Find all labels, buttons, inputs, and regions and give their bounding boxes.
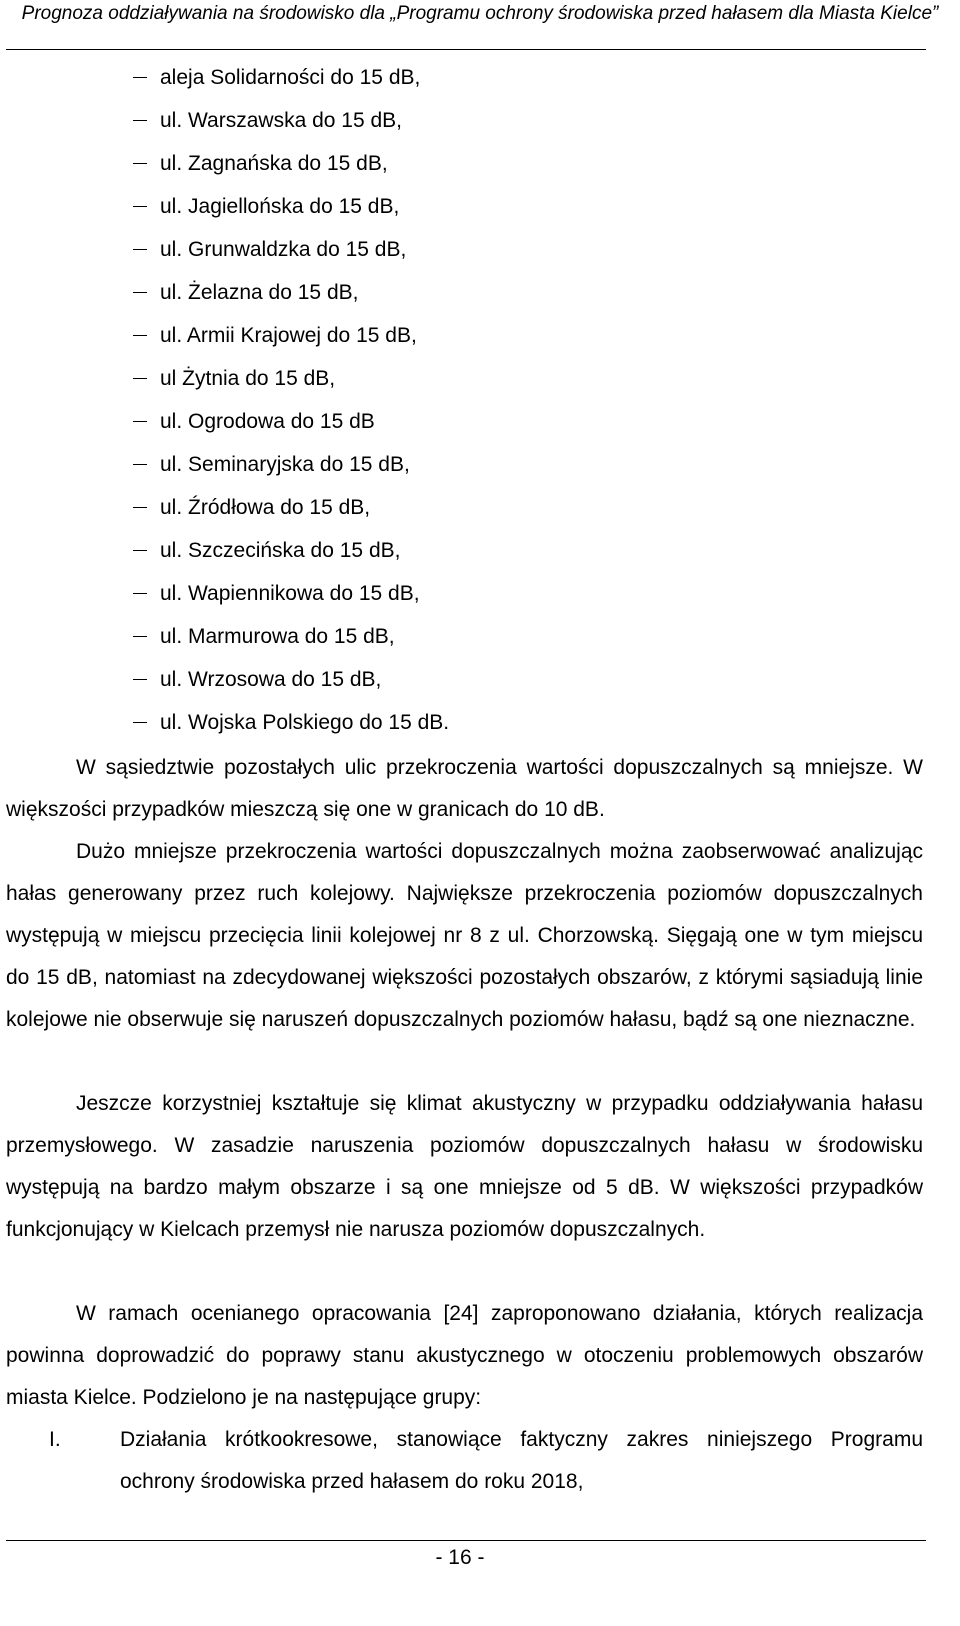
list-item-text: ul. Seminaryjska do 15 dB, bbox=[160, 453, 410, 476]
running-header: Prognoza oddziaływania na środowisko dla „Programu ochrony środowiska przed hałasem dla Miasta Kielce” bbox=[21, 3, 939, 24]
dash-bullet bbox=[133, 163, 147, 164]
list-item-text: ul. Zagnańska do 15 dB, bbox=[160, 152, 388, 175]
paragraph-industrial-noise: Jeszcze korzystniej kształtuje się klimat akustyczny w przypadku oddziaływania hałasu przemysłowego. W zasadzie naruszenia poziomów dopuszczalnych hałasu w środowisku występują na bardzo małym obszarze i są one mniejsze od 5 dB. W większości przypadków funkcjonujący w Kielcach przemysł nie narusza poziomów dopuszczalnych. bbox=[6, 1092, 923, 1241]
dash-bullet bbox=[133, 593, 147, 594]
dash-bullet bbox=[133, 249, 147, 250]
dash-bullet bbox=[133, 292, 147, 293]
list-item-text: ul. Szczecińska do 15 dB, bbox=[160, 539, 401, 562]
paragraph-other-streets: W sąsiedztwie pozostałych ulic przekroczenia wartości dopuszczalnych są mniejsze. W większości przypadków mieszczą się one w granicach do 10 dB. bbox=[6, 756, 923, 821]
list-item-text: ul. Źródłowa do 15 dB, bbox=[160, 496, 371, 519]
paragraph-railway-noise: Dużo mniejsze przekroczenia wartości dopuszczalnych można zaobserwować analizując hałas generowany przez ruch kolejowy. Największe przekroczenia poziomów dopuszczalnych występują w miejscu przecięcia linii kolejowej nr 8 z ul. Chorzowską. Sięgają one w tym miejscu do 15 dB, natomiast na zdecydowanej większości pozostałych obszarów, z którymi sąsiadują linie kolejowe nie obserwuje się naruszeń dopuszczalnych poziomów hałasu, bądź są one nieznaczne. bbox=[6, 840, 923, 1031]
dash-bullet bbox=[133, 464, 147, 465]
dash-bullet bbox=[133, 335, 147, 336]
dash-bullet bbox=[133, 206, 147, 207]
dash-bullet bbox=[133, 77, 147, 78]
header-divider bbox=[6, 49, 926, 50]
dash-bullet bbox=[133, 722, 147, 723]
dash-bullet bbox=[133, 550, 147, 551]
paragraph-proposed-actions: W ramach ocenianego opracowania [24] zaproponowano działania, których realizacja powinna doprowadzić do poprawy stanu akustycznego w otoczeniu problemowych obszarów miasta Kielce. Podzielono je na następujące grupy: bbox=[6, 1302, 923, 1409]
numbered-item-text: Działania krótkookresowe, stanowiące faktyczny zakres niniejszego Programu ochrony środowiska przed hałasem do roku 2018, bbox=[120, 1428, 923, 1493]
dash-bullet bbox=[133, 636, 147, 637]
list-item-text: ul. Jagiellońska do 15 dB, bbox=[160, 195, 400, 218]
dash-bullet bbox=[133, 507, 147, 508]
dash-bullet bbox=[133, 120, 147, 121]
list-item-text: ul. Wojska Polskiego do 15 dB. bbox=[160, 711, 450, 734]
list-item-text: ul. Armii Krajowej do 15 dB, bbox=[160, 324, 417, 347]
numbered-item-marker: I. bbox=[49, 1428, 61, 1451]
dash-bullet bbox=[133, 679, 147, 680]
list-item-text: ul. Grunwaldzka do 15 dB, bbox=[160, 238, 407, 261]
list-item-text: ul. Wapiennikowa do 15 dB, bbox=[160, 582, 420, 605]
list-item-text: ul. Żelazna do 15 dB, bbox=[160, 281, 359, 304]
list-item-text: ul Żytnia do 15 dB, bbox=[160, 367, 336, 390]
list-item-text: ul. Ogrodowa do 15 dB bbox=[160, 410, 375, 433]
dash-bullet bbox=[133, 421, 147, 422]
list-item-text: ul. Warszawska do 15 dB, bbox=[160, 109, 402, 132]
list-item-text: aleja Solidarności do 15 dB, bbox=[160, 66, 421, 89]
footer-divider bbox=[6, 1540, 926, 1541]
list-item-text: ul. Wrzosowa do 15 dB, bbox=[160, 668, 382, 691]
list-item-text: ul. Marmurowa do 15 dB, bbox=[160, 625, 395, 648]
page-number: - 16 - bbox=[435, 1546, 485, 1569]
dash-bullet bbox=[133, 378, 147, 379]
